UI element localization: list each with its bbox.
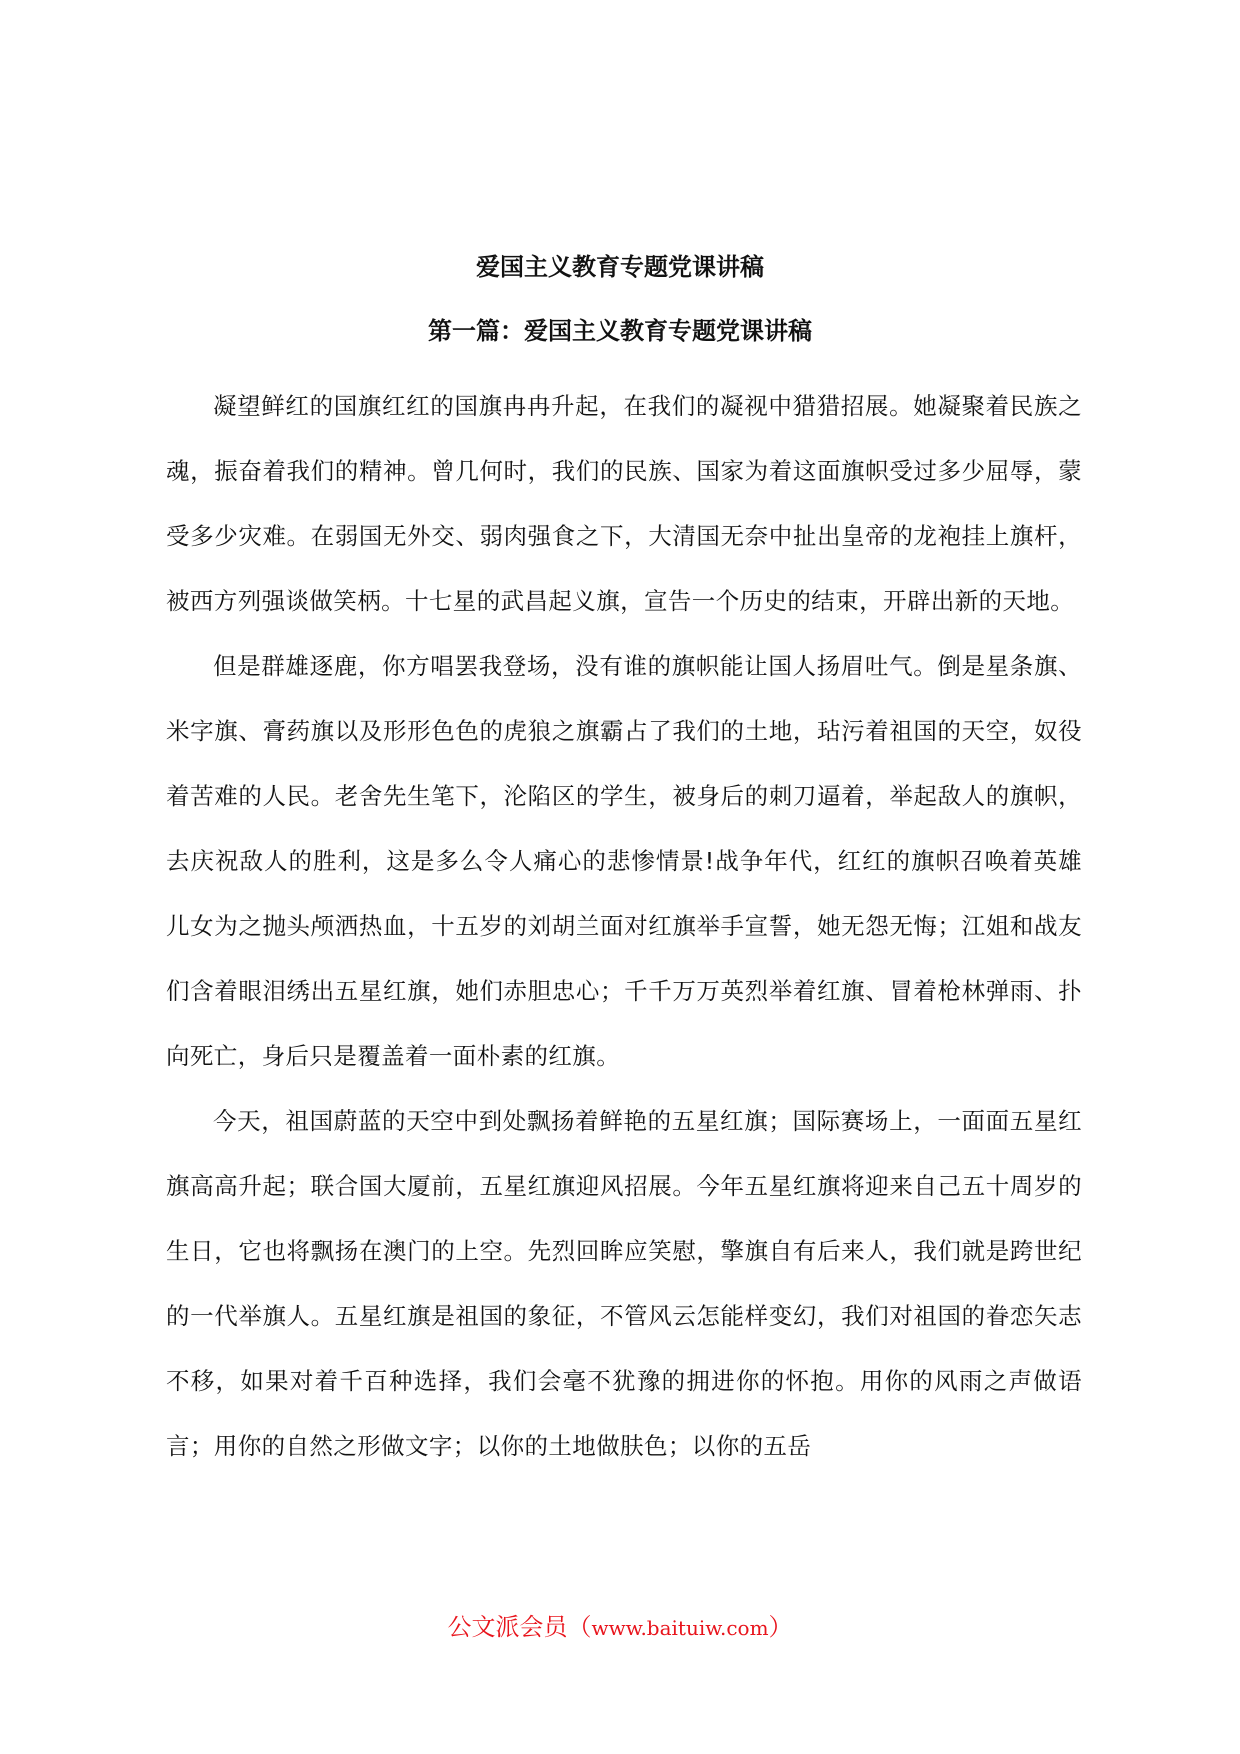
footer-brand: 公文派会员	[447, 1613, 568, 1641]
document-subtitle: 第一篇：爱国主义教育专题党课讲稿	[428, 317, 812, 345]
document-title: 爱国主义教育专题党课讲稿	[476, 253, 764, 281]
footer-open-paren: （	[567, 1613, 592, 1641]
footer-url-link[interactable]: www.baituiw.com	[591, 1616, 769, 1640]
body-paragraph-1: 凝望鲜红的国旗红红的国旗冉冉升起，在我们的凝视中猎猎招展。她凝聚着民族之魂，振奋着我们的精神。曾几何时，我们的民族、国家为着这面旗帜受过多少屈辱，蒙受多少灾难。在弱国无外交、弱肉强食之下，大清国无奈中扯出皇帝的龙袍挂上旗杆，被西方列强谈做笑柄。十七星的武昌起义旗，宣告一个历史的结束，开辟出新的天地。	[166, 392, 1082, 615]
footer-close-paren: ）	[768, 1613, 793, 1641]
body-paragraph-2: 但是群雄逐鹿，你方唱罢我登场，没有谁的旗帜能让国人扬眉吐气。倒是星条旗、米字旗、膏药旗以及形形色色的虎狼之旗霸占了我们的土地，玷污着祖国的天空，奴役着苦难的人民。老舍先生笔下，沦陷区的学生，被身后的刺刀逼着，举起敌人的旗帜，去庆祝敌人的胜利，这是多么令人痛心的悲惨情景!战争年代，红红的旗帜召唤着英雄儿女为之抛头颅洒热血，十五岁的刘胡兰面对红旗举手宣誓，她无怨无悔；江姐和战友们含着眼泪绣出五星红旗，她们赤胆忠心；千千万万英烈举着红旗、冒着枪林弹雨、扑向死亡，身后只是覆盖着一面朴素的红旗。	[166, 652, 1082, 1070]
body-paragraph-3: 今天，祖国蔚蓝的天空中到处飘扬着鲜艳的五星红旗；国际赛场上，一面面五星红旗高高升起；联合国大厦前，五星红旗迎风招展。今年五星红旗将迎来自己五十周岁的生日，它也将飘扬在澳门的上空。先烈回眸应笑慰，擎旗自有后来人，我们就是跨世纪的一代举旗人。五星红旗是祖国的象征，不管风云怎能样变幻，我们对祖国的眷恋矢志不移，如果对着千百种选择，我们会毫不犹豫的拥进你的怀抱。用你的风雨之声做语言；用你的自然之形做文字；以你的土地做肤色；以你的五岳	[166, 1107, 1082, 1460]
page-footer	[0, 1612, 1240, 1643]
document-body	[166, 374, 1082, 1479]
